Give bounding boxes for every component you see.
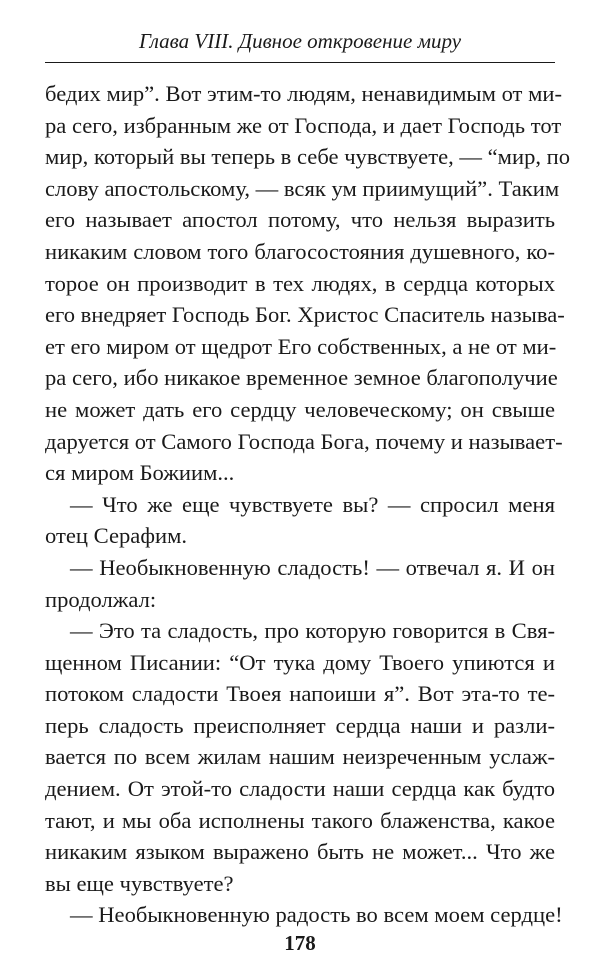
running-header: Глава VIII. Дивное откровение миру <box>138 29 462 53</box>
text-line: вы еще чувствуете? <box>45 870 234 896</box>
text-line: даруется от Самого Господа Бога, почему и называет- <box>45 428 563 454</box>
text-line: не может дать его сердцу человеческому; он свыше <box>45 396 555 422</box>
text-line: перь сладость преисполняет сердца наши и разли- <box>45 712 555 738</box>
text-line: щенном Писании: “От тука дому Твоего упиются и <box>45 649 555 675</box>
text-line: мир, который вы теперь в себе чувствуете, — “мир, по <box>45 144 571 170</box>
text-line: — Это та сладость, про которую говорится в Свя- <box>70 618 555 644</box>
text-line: ра сего, ибо никакое временное земное благополучие <box>45 365 558 391</box>
page-body <box>45 78 571 931</box>
text-line: слову апостольскому, — всяк ум приимущий”. Таким <box>45 175 560 201</box>
text-line: бедих мир”. Вот этим-то людям, ненавидимым от ми- <box>45 81 562 106</box>
text-line: тают, и мы оба исполнены такого блаженства, какое <box>45 807 555 833</box>
text-line: его внедряет Господь Бог. Христос Спаситель называ- <box>45 302 565 328</box>
text-line: — Необыкновенную радость во всем моем сердце! <box>70 902 563 928</box>
text-line: ет его миром от щедрот Его собственных, а не от ми- <box>45 333 557 359</box>
text-line: дением. От этой-то сладости наши сердца как будто <box>45 776 555 802</box>
header-rule <box>45 62 555 63</box>
text-line: продолжал: <box>45 586 157 612</box>
text-line: отец Серафим. <box>45 523 188 549</box>
text-line: никаким словом того благосостояния душевного, ко- <box>45 238 555 264</box>
text-line: никаким языком выражено быть не может... Что же <box>45 839 555 865</box>
text-line: — Что же еще чувствуете вы? — спросил меня <box>70 491 555 517</box>
text-line: — Необыкновенную сладость! — отвечал я. И он <box>70 554 555 580</box>
text-line: потоком сладости Твоея напоиши я”. Вот эта-то те- <box>45 681 555 707</box>
text-line: ра сего, избранным же от Господа, и дает Господь тот <box>45 112 562 138</box>
text-line: торое он производит в тех людях, в сердца которых <box>45 270 555 296</box>
text-line: вается по всем жилам нашим неизреченным услаж- <box>45 744 555 770</box>
text-line: его называет апостол потому, что нельзя выразить <box>45 207 555 233</box>
text-line: ся миром Божиим... <box>45 460 235 486</box>
page-number: 178 <box>284 931 316 955</box>
